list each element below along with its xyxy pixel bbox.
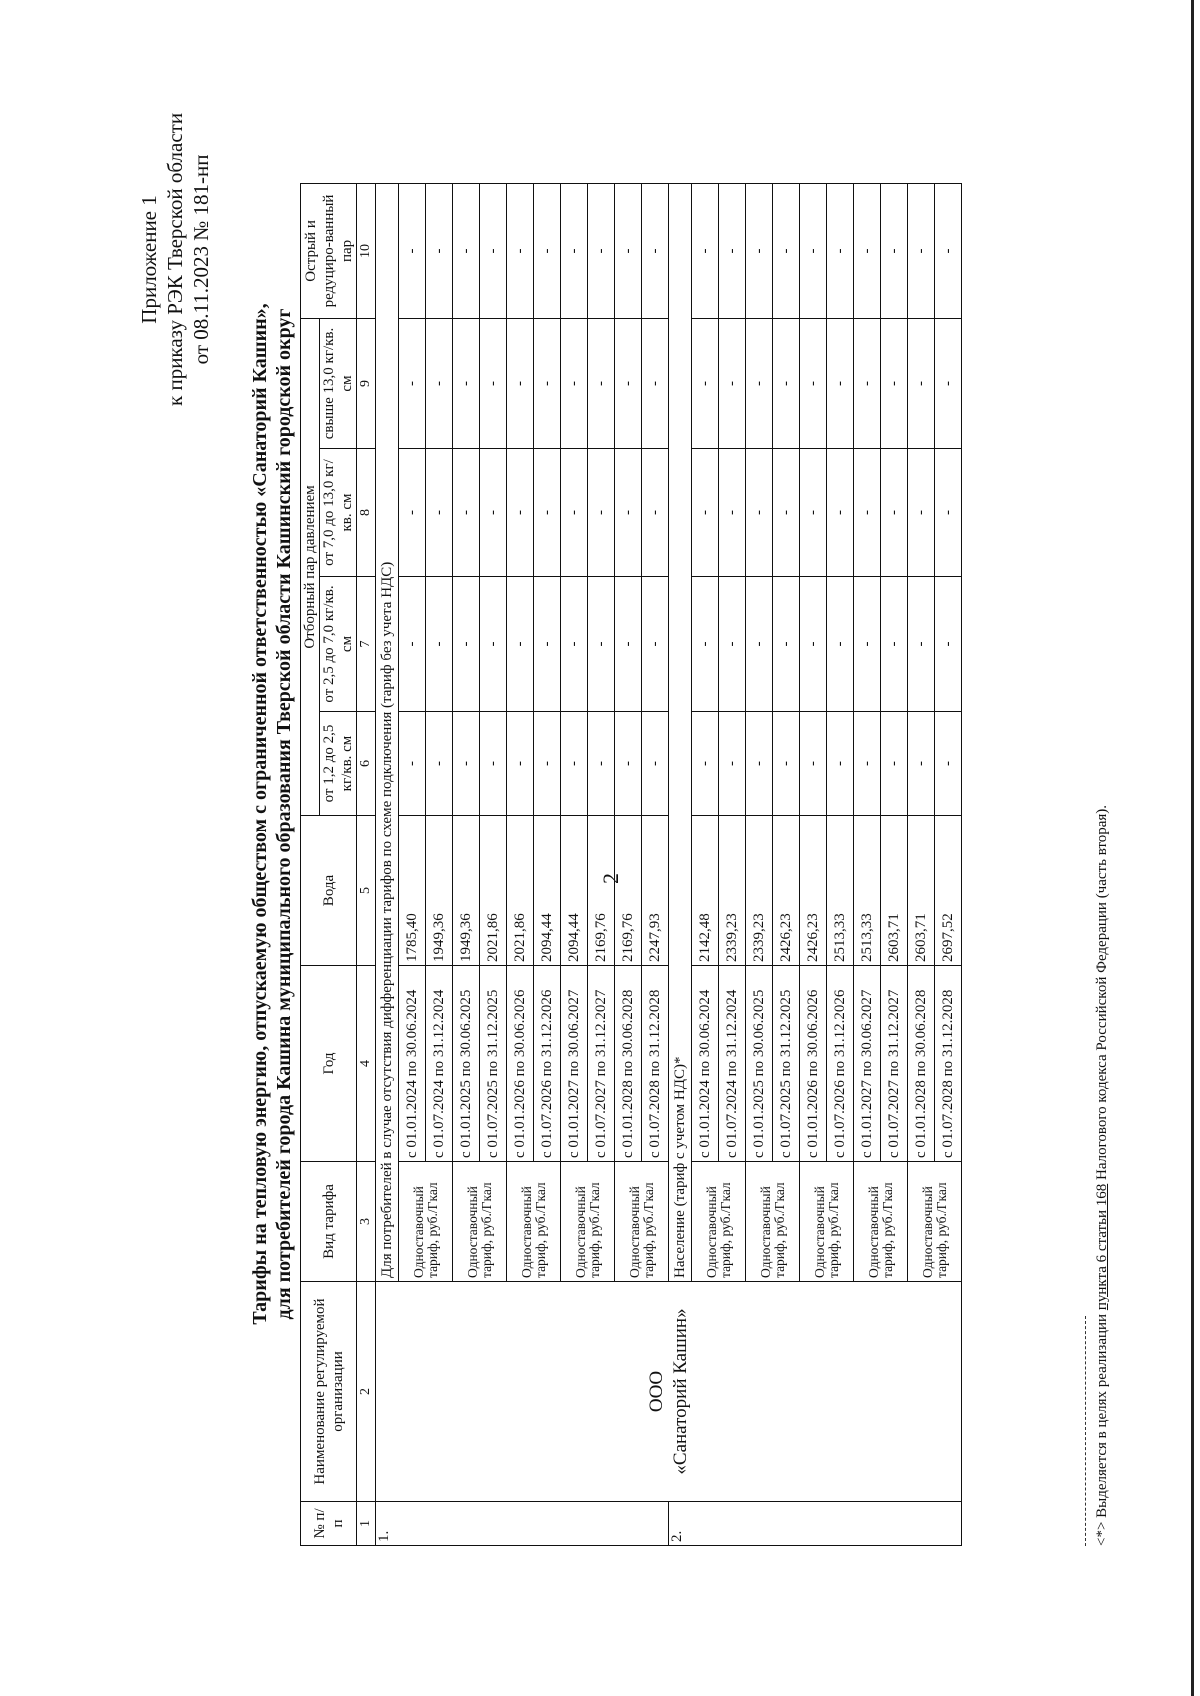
empty-tariff-cell: - [642,712,669,816]
empty-tariff-cell: - [827,712,854,816]
empty-tariff-cell: - [881,577,908,712]
water-tariff-cell: 2094,44 [534,816,561,966]
empty-tariff-cell: - [480,449,507,577]
header-year: Год [301,966,357,1162]
empty-tariff-cell: - [561,183,588,318]
empty-tariff-cell: - [615,712,642,816]
footnote-text-post: Налогового кодекса Российской Федерации (часть вторая). [1094,804,1110,1184]
footnote-link[interactable]: пункта 6 статьи 168 [1094,1183,1110,1311]
document-title [248,204,296,1424]
year-cell: с 01.07.2025 по 31.12.2025 [773,966,800,1162]
column-number: 8 [357,449,376,577]
title-line-1: Тарифы на тепловую энергию, отпускаемую обществом с ограниченной ответственностью «Санаторий Кашин», [249,303,271,1325]
empty-tariff-cell: - [773,577,800,712]
empty-tariff-cell: - [854,577,881,712]
water-tariff-cell: 2169,76 [615,816,642,966]
empty-tariff-cell: - [692,449,719,577]
year-cell: с 01.07.2028 по 31.12.2028 [935,966,962,1162]
empty-tariff-cell: - [615,449,642,577]
empty-tariff-cell: - [854,183,881,318]
document-page [0,56,1180,1696]
empty-tariff-cell: - [827,449,854,577]
column-number: 9 [357,318,376,448]
header-pressure-4: свыше 13,0 кг/кв. см [320,318,357,448]
empty-tariff-cell: - [746,449,773,577]
empty-tariff-cell: - [453,577,480,712]
empty-tariff-cell: - [746,318,773,448]
empty-tariff-cell: - [615,577,642,712]
empty-tariff-cell: - [719,577,746,712]
header-org: Наименование регулируемой организации [301,1282,357,1502]
footnote-separator [1085,1316,1086,1546]
empty-tariff-cell: - [800,449,827,577]
empty-tariff-cell: - [719,449,746,577]
empty-tariff-cell: - [746,712,773,816]
empty-tariff-cell: - [399,712,426,816]
empty-tariff-cell: - [561,449,588,577]
year-cell: с 01.07.2028 по 31.12.2028 [642,966,669,1162]
water-tariff-cell: 2094,44 [561,816,588,966]
empty-tariff-cell: - [935,183,962,318]
empty-tariff-cell: - [935,577,962,712]
empty-tariff-cell: - [908,318,935,448]
footnote [1094,805,1111,1546]
empty-tariff-cell: - [746,183,773,318]
water-tariff-cell: 2426,23 [773,816,800,966]
empty-tariff-cell: - [399,449,426,577]
year-cell: с 01.07.2027 по 31.12.2027 [881,966,908,1162]
empty-tariff-cell: - [800,712,827,816]
empty-tariff-cell: - [480,318,507,448]
section-number: 2. [669,1502,962,1546]
water-tariff-cell: 2021,86 [480,816,507,966]
empty-tariff-cell: - [453,449,480,577]
section-number: 1. [376,1502,669,1546]
empty-tariff-cell: - [827,577,854,712]
empty-tariff-cell: - [534,712,561,816]
empty-tariff-cell: - [719,318,746,448]
empty-tariff-cell: - [426,577,453,712]
empty-tariff-cell: - [480,183,507,318]
section-label: Население (тариф с учетом НДС)* [669,183,692,1281]
empty-tariff-cell: - [773,449,800,577]
footnote-text-pre: <*> Выделяется в целях реализации [1094,1310,1110,1546]
empty-tariff-cell: - [453,183,480,318]
empty-tariff-cell: - [480,712,507,816]
empty-tariff-cell: - [719,183,746,318]
empty-tariff-cell: - [588,712,615,816]
empty-tariff-cell: - [615,183,642,318]
tariff-type-cell: Одноставочный тариф, руб./Гкал [399,1162,453,1282]
empty-tariff-cell: - [908,183,935,318]
water-tariff-cell: 2513,33 [854,816,881,966]
year-cell: с 01.07.2024 по 31.12.2024 [426,966,453,1162]
empty-tariff-cell: - [534,183,561,318]
empty-tariff-cell: - [453,318,480,448]
header-steam-group: Отборный пар давлением [301,318,320,815]
empty-tariff-cell: - [426,183,453,318]
empty-tariff-cell: - [773,183,800,318]
water-tariff-cell: 1949,36 [453,816,480,966]
column-number: 6 [357,712,376,816]
header-num: № п/п [301,1502,357,1546]
title-line-2: для потребителей города Кашина муниципального образования Тверской области Кашинский городской округ [273,308,295,1320]
empty-tariff-cell: - [881,183,908,318]
year-cell: с 01.01.2028 по 30.06.2028 [908,966,935,1162]
tariff-type-cell: Одноставочный тариф, руб./Гкал [746,1162,800,1282]
empty-tariff-cell: - [908,712,935,816]
column-numbers-row [357,183,376,1545]
water-tariff-cell: 2697,52 [935,816,962,966]
water-tariff-cell: 2339,23 [719,816,746,966]
empty-tariff-cell: - [800,183,827,318]
empty-tariff-cell: - [719,712,746,816]
header-pressure-2: от 2,5 до 7,0 кг/кв. см [320,577,357,712]
water-tariff-cell: 2426,23 [800,816,827,966]
tariff-type-cell: Одноставочный тариф, руб./Гкал [453,1162,507,1282]
empty-tariff-cell: - [692,318,719,448]
empty-tariff-cell: - [881,449,908,577]
empty-tariff-cell: - [426,318,453,448]
empty-tariff-cell: - [507,449,534,577]
table-body [376,183,962,1545]
empty-tariff-cell: - [854,318,881,448]
empty-tariff-cell: - [854,712,881,816]
empty-tariff-cell: - [800,577,827,712]
column-number: 5 [357,816,376,966]
empty-tariff-cell: - [507,577,534,712]
empty-tariff-cell: - [908,449,935,577]
column-number: 1 [357,1502,376,1546]
column-number: 7 [357,577,376,712]
year-cell: с 01.01.2025 по 30.06.2025 [453,966,480,1162]
water-tariff-cell: 2169,76 [588,816,615,966]
appendix-line-2: к приказу РЭК Тверской области [163,112,187,406]
empty-tariff-cell: - [588,183,615,318]
empty-tariff-cell: - [588,577,615,712]
water-tariff-cell: 2142,48 [692,816,719,966]
empty-tariff-cell: - [426,449,453,577]
empty-tariff-cell: - [561,712,588,816]
empty-tariff-cell: - [746,577,773,712]
empty-tariff-cell: - [615,318,642,448]
column-number: 3 [357,1162,376,1282]
year-cell: с 01.01.2028 по 30.06.2028 [615,966,642,1162]
org-name-cell [376,1282,962,1502]
tariff-type-cell: Одноставочный тариф, руб./Гкал [800,1162,854,1282]
scan-edge-line [1191,0,1194,1696]
empty-tariff-cell: - [588,318,615,448]
year-cell: с 01.07.2026 по 31.12.2026 [534,966,561,1162]
header-water: Вода [301,816,357,966]
water-tariff-cell: 2603,71 [881,816,908,966]
empty-tariff-cell: - [642,183,669,318]
tariff-type-cell: Одноставочный тариф, руб./Гкал [854,1162,908,1282]
empty-tariff-cell: - [935,318,962,448]
year-cell: с 01.07.2027 по 31.12.2027 [588,966,615,1162]
empty-tariff-cell: - [588,449,615,577]
water-tariff-cell: 2247,93 [642,816,669,966]
org-name-line-1: ООО [645,1370,667,1413]
empty-tariff-cell: - [881,712,908,816]
empty-tariff-cell: - [642,449,669,577]
header-tariff-type: Вид тарифа [301,1162,357,1282]
empty-tariff-cell: - [935,712,962,816]
tariff-table [300,183,962,1546]
tariff-type-cell: Одноставочный тариф, руб./Гкал [507,1162,561,1282]
empty-tariff-cell: - [827,318,854,448]
page-number: 2 [598,873,623,884]
year-cell: с 01.01.2026 по 30.06.2026 [507,966,534,1162]
water-tariff-cell: 2021,86 [507,816,534,966]
empty-tariff-cell: - [881,318,908,448]
header-pressure-3: от 7,0 до 13,0 кг/кв. см [320,449,357,577]
year-cell: с 01.01.2025 по 30.06.2025 [746,966,773,1162]
empty-tariff-cell: - [534,318,561,448]
year-cell: с 01.01.2024 по 30.06.2024 [399,966,426,1162]
year-cell: с 01.07.2024 по 31.12.2024 [719,966,746,1162]
tariff-type-cell: Одноставочный тариф, руб./Гкал [561,1162,615,1282]
year-cell: с 01.01.2027 по 30.06.2027 [854,966,881,1162]
header-sharp-steam: Острый и редуциро-ванный пар [301,183,357,318]
column-number: 2 [357,1282,376,1502]
appendix-line-3: от 08.11.2023 № 181-нп [189,154,213,365]
empty-tariff-cell: - [534,449,561,577]
year-cell: с 01.01.2024 по 30.06.2024 [692,966,719,1162]
empty-tariff-cell: - [642,577,669,712]
appendix-line-1: Приложение 1 [137,195,161,324]
empty-tariff-cell: - [642,318,669,448]
water-tariff-cell: 2339,23 [746,816,773,966]
org-name-line-2: «Санаторий Кашин» [669,1308,691,1475]
empty-tariff-cell: - [692,712,719,816]
tariff-type-cell: Одноставочный тариф, руб./Гкал [692,1162,746,1282]
appendix-header [136,113,214,406]
empty-tariff-cell: - [507,712,534,816]
year-cell: с 01.01.2026 по 30.06.2026 [800,966,827,1162]
empty-tariff-cell: - [426,712,453,816]
year-cell: с 01.07.2025 по 31.12.2025 [480,966,507,1162]
empty-tariff-cell: - [453,712,480,816]
water-tariff-cell: 1785,40 [399,816,426,966]
empty-tariff-cell: - [507,183,534,318]
empty-tariff-cell: - [534,577,561,712]
empty-tariff-cell: - [854,449,881,577]
empty-tariff-cell: - [507,318,534,448]
header-row [301,183,320,1545]
empty-tariff-cell: - [935,449,962,577]
tariff-type-cell: Одноставочный тариф, руб./Гкал [908,1162,962,1282]
empty-tariff-cell: - [399,183,426,318]
empty-tariff-cell: - [800,318,827,448]
empty-tariff-cell: - [399,577,426,712]
empty-tariff-cell: - [908,577,935,712]
column-number: 10 [357,183,376,318]
section-label: Для потребителей в случае отсутствия дифференциации тарифов по схеме подключения (тариф без учета НДС) [376,183,399,1281]
year-cell: с 01.01.2027 по 30.06.2027 [561,966,588,1162]
empty-tariff-cell: - [692,183,719,318]
empty-tariff-cell: - [561,577,588,712]
empty-tariff-cell: - [773,712,800,816]
year-cell: с 01.07.2026 по 31.12.2026 [827,966,854,1162]
section-header-row [376,183,399,1545]
empty-tariff-cell: - [773,318,800,448]
water-tariff-cell: 2513,33 [827,816,854,966]
empty-tariff-cell: - [561,318,588,448]
header-pressure-1: от 1,2 до 2,5 кг/кв. см [320,712,357,816]
empty-tariff-cell: - [827,183,854,318]
empty-tariff-cell: - [480,577,507,712]
column-number: 4 [357,966,376,1162]
empty-tariff-cell: - [399,318,426,448]
tariff-type-cell: Одноставочный тариф, руб./Гкал [615,1162,669,1282]
water-tariff-cell: 2603,71 [908,816,935,966]
water-tariff-cell: 1949,36 [426,816,453,966]
empty-tariff-cell: - [692,577,719,712]
